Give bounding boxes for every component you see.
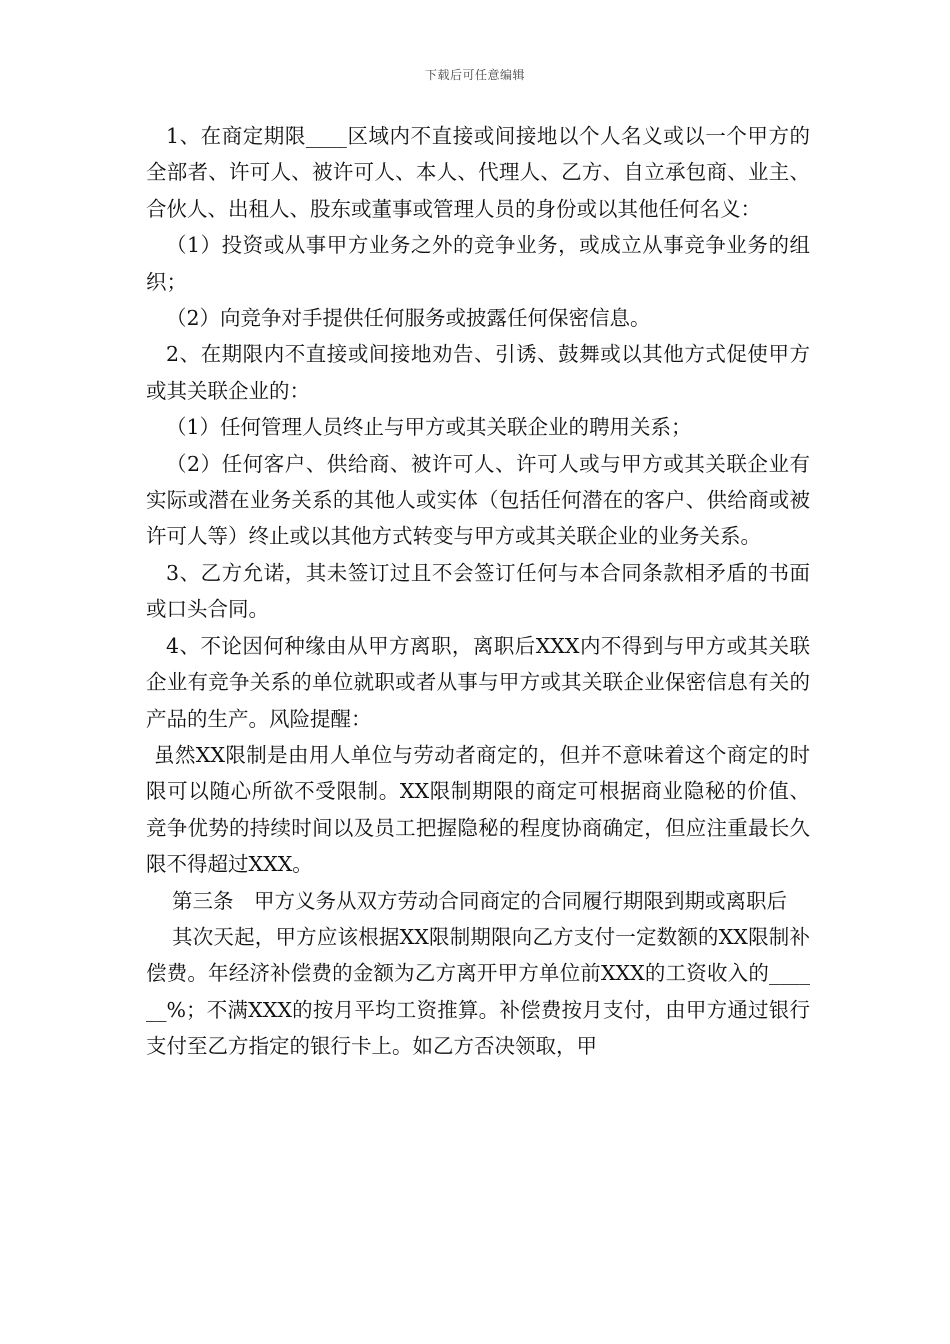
clause-1-item-2: （2）向竞争对手提供任何服务或披露任何保密信息。: [166, 306, 651, 331]
risk-reminder-paragraph: 虽然XX限制是由用人单位与劳动者商定的，但并不意味着这个商定的时限可以随心所欲不受限制。XX限制期限的商定可根据商业隐秘的价值、竞争优势的持续时间以及员工把握隐秘的程度协商确定，但应注重最长久限不得超过XXX。: [146, 742, 810, 877]
clause-2-paragraph: 2、在期限内不直接或间接地劝告、引诱、鼓舞或以其他方式促使甲方或其关联企业的：: [146, 342, 810, 403]
clause-1-item-1: （1）投资或从事甲方业务之外的竞争业务，或成立从事竞争业务的组织；: [146, 233, 810, 294]
clause-3-paragraph: 3、乙方允诺，其未签订过且不会签订任何与本合同条款相矛盾的书面或口头合同。: [146, 560, 810, 622]
clause-1-paragraph: 1、在商定期限____区域内不直接或间接地以个人名义或以一个甲方的全部者、许可人、被许可人、本人、代理人、乙方、自立承包商、业主、合伙人、出租人、股东或董事或管理人员的身份或以其他任何名义：: [146, 124, 810, 221]
page-header: 下载后可任意编辑: [424, 68, 525, 82]
document-body: [146, 118, 810, 1065]
article-3-body: 其次天起，甲方应该根据XX限制期限向乙方支付一定数额的XX限制补偿费。年经济补偿费的金额为乙方离开甲方单位前XXX的工资收入的______%；不满XXX的按月平均工资推算。补偿费按月支付，由甲方通过银行支付至乙方指定的银行卡上。如乙方否决领取，甲: [146, 924, 810, 1059]
clause-4-paragraph: 4、不论因何种缘由从甲方离职，离职后XXX内不得到与甲方或其关联企业有竞争关系的单位就职或者从事与甲方或其关联企业保密信息有关的产品的生产。风险提醒：: [146, 633, 810, 731]
clause-2-item-1: （1）任何管理人员终止与甲方或其关联企业的聘用关系；: [166, 415, 692, 440]
clause-2-item-2: （2）任何客户、供给商、被许可人、许可人或与甲方或其关联企业有实际或潜在业务关系的其他人或实体（包括任何潜在的客户、供给商或被许可人等）终止或以其他方式转变与甲方或其关联企业的业务关系。: [146, 451, 810, 549]
article-3-heading: 第三条 甲方义务从双方劳动合同商定的合同履行期限到期或离职后: [172, 888, 787, 913]
